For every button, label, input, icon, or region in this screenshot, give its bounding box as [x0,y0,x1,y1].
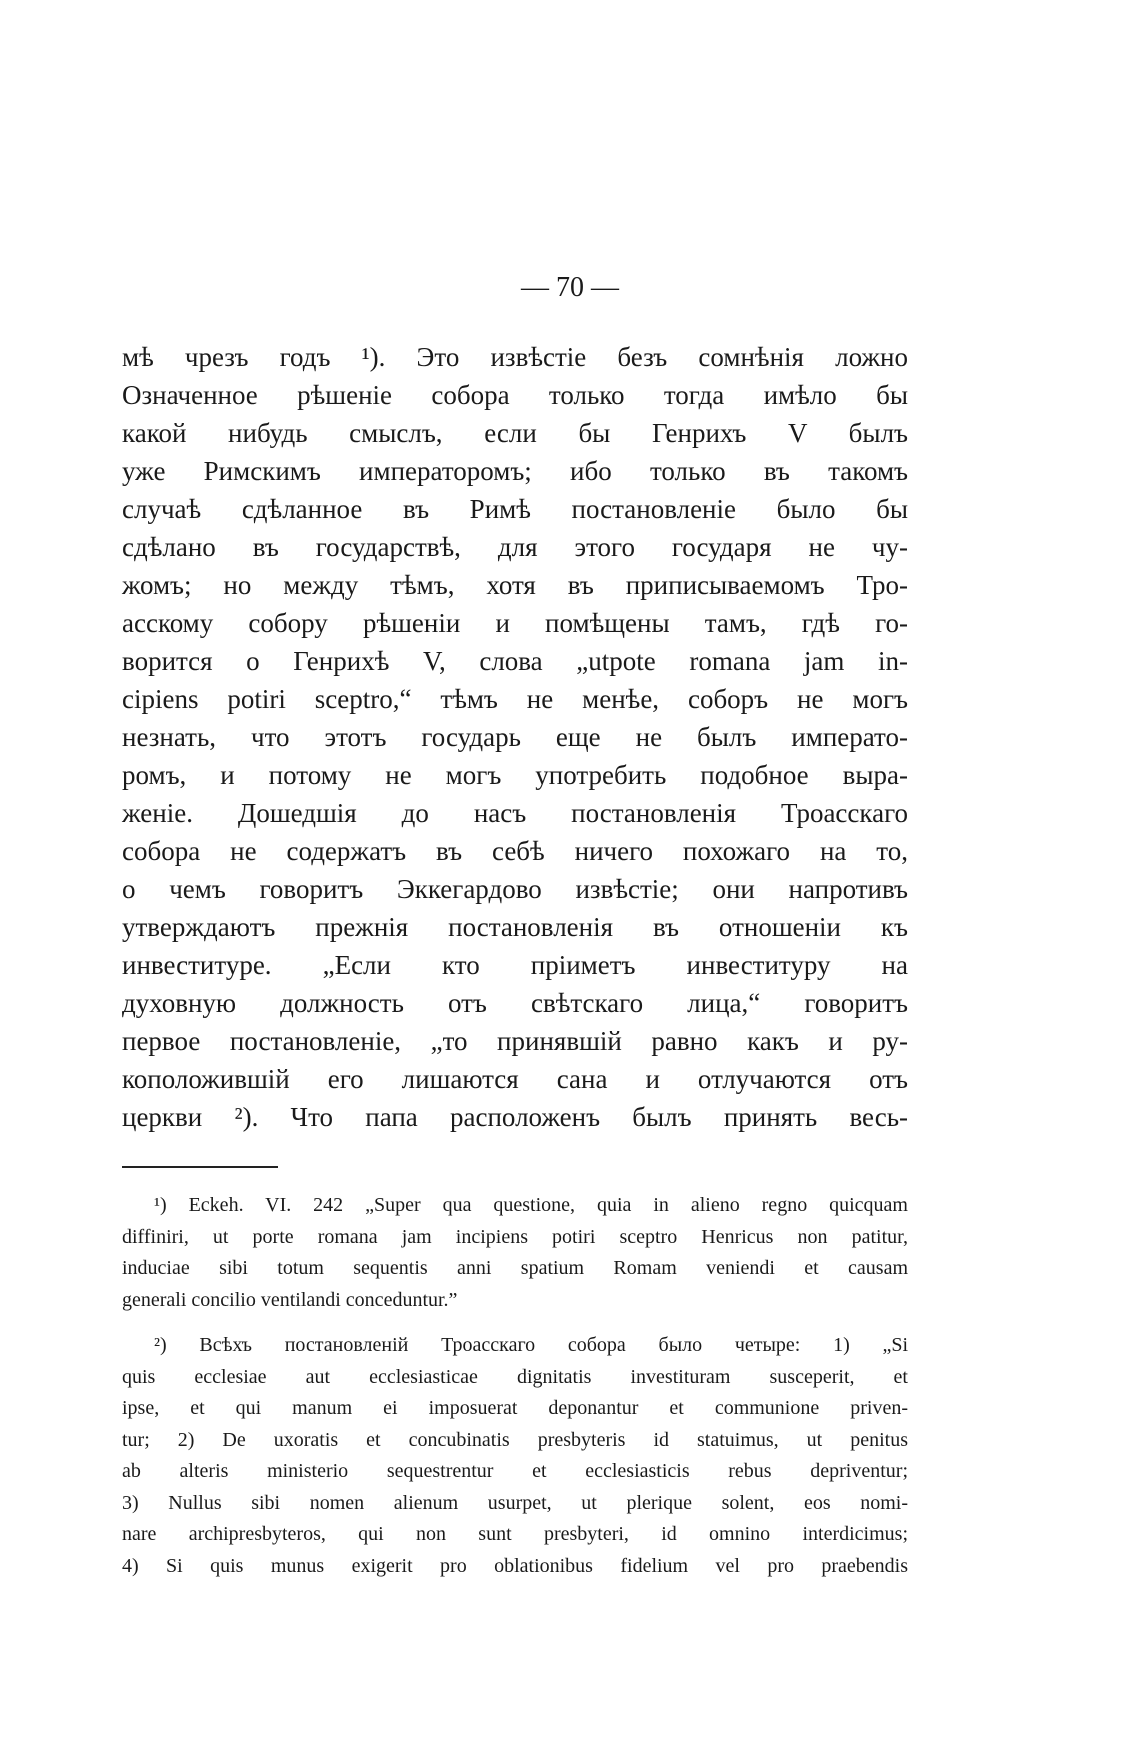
text-line: случаѣ сдѣланное въ Римѣ постановленіе было бы [122,494,908,524]
text-line: инвеституре. „Если кто пріиметъ инвеституру на [122,950,908,980]
text-line: уже Римскимъ императоромъ; ибо только въ такомъ [122,456,908,486]
text-line: женіе. Дошедшія до насъ постановленія Троасскаго [122,798,908,828]
text-line: о чемъ говоритъ Эккегардово извѣстіе; они напротивъ [122,874,908,904]
text-line: коположившій его лишаются сана и отлучаются отъ [122,1064,908,1094]
footnote-line: ¹) Eckeh. VI. 242 „Super qua questione, quia in alieno regno quicquam [154,1194,908,1216]
text-line: мѣ чрезъ годъ ¹). Это извѣстіе безъ сомнѣнія ложно [122,342,908,372]
text-line: духовную должность отъ свѣтскаго лица,“ говоритъ [122,988,908,1018]
footnote-1 [122,1190,908,1316]
footnote-line: ²) Всѣхъ постановленій Троасскаго собора было четыре: 1) „Si [154,1334,908,1356]
text-line: ворится о Генрихѣ V, слова „utpote romana jam in- [122,646,908,676]
footnote-line: ab alteris ministerio sequestrentur et ecclesiasticis rebus depriventur; [122,1460,908,1482]
footnote-line: generali concilio ventilandi conceduntur.” [122,1288,458,1311]
footnote-line: induciae sibi totum sequentis anni spatium Romam veniendi et causam [122,1257,908,1279]
footnote-line: 4) Si quis munus exigerit pro oblationibus fidelium vel pro praebendis [122,1554,908,1577]
footnote-divider [122,1166,278,1168]
body-text [122,338,908,1136]
text-line: жомъ; но между тѣмъ, хотя въ приписываемомъ Тро- [122,570,908,600]
text-line: сдѣлано въ государствѣ, для этого государя не чу- [122,532,908,562]
text-line: собора не содержатъ въ себѣ ничего похожаго на то, [122,836,908,866]
page-number: — 70 — [521,272,619,303]
text-line: асскому собору рѣшеніи и помѣщены тамъ, гдѣ го- [122,608,908,638]
footnote-line: 3) Nullus sibi nomen alienum usurpet, ut plerique solent, eos nomi- [122,1491,908,1514]
text-line: церкви ²). Что папа расположенъ былъ принять весь- [122,1102,908,1132]
text-line: ромъ, и потому не могъ употребить подобное выра- [122,760,908,790]
text-line: утверждаютъ прежнія постановленія въ отношеніи къ [122,912,908,942]
footnote-line: diffiniri, ut porte romana jam incipiens potiri sceptro Henricus non patitur, [122,1225,908,1248]
footnote-line: tur; 2) De uxoratis et concubinatis presbyteris id statuimus, ut penitus [122,1428,908,1451]
text-line: cipiens potiri sceptro,“ тѣмъ не менѣе, соборъ не могъ [122,684,908,714]
text-line: какой нибудь смыслъ, если бы Генрихъ V былъ [122,418,908,448]
footnote-line: nare archipresbyteros, qui non sunt presbyteri, id omnino interdicimus; [122,1523,908,1545]
footnote-2 [122,1330,908,1582]
text-line: первое постановленіе, „то принявшій равно какъ и ру- [122,1026,908,1056]
text-line: Означенное рѣшеніе собора только тогда имѣло бы [122,380,908,410]
text-line: незнать, что этотъ государь еще не былъ императо- [122,722,908,752]
footnote-line: ipse, et qui manum ei imposuerat deponantur et communione priven- [122,1397,908,1419]
footnote-line: quis ecclesiae aut ecclesiasticae dignitatis investituram susceperit, et [122,1365,908,1388]
